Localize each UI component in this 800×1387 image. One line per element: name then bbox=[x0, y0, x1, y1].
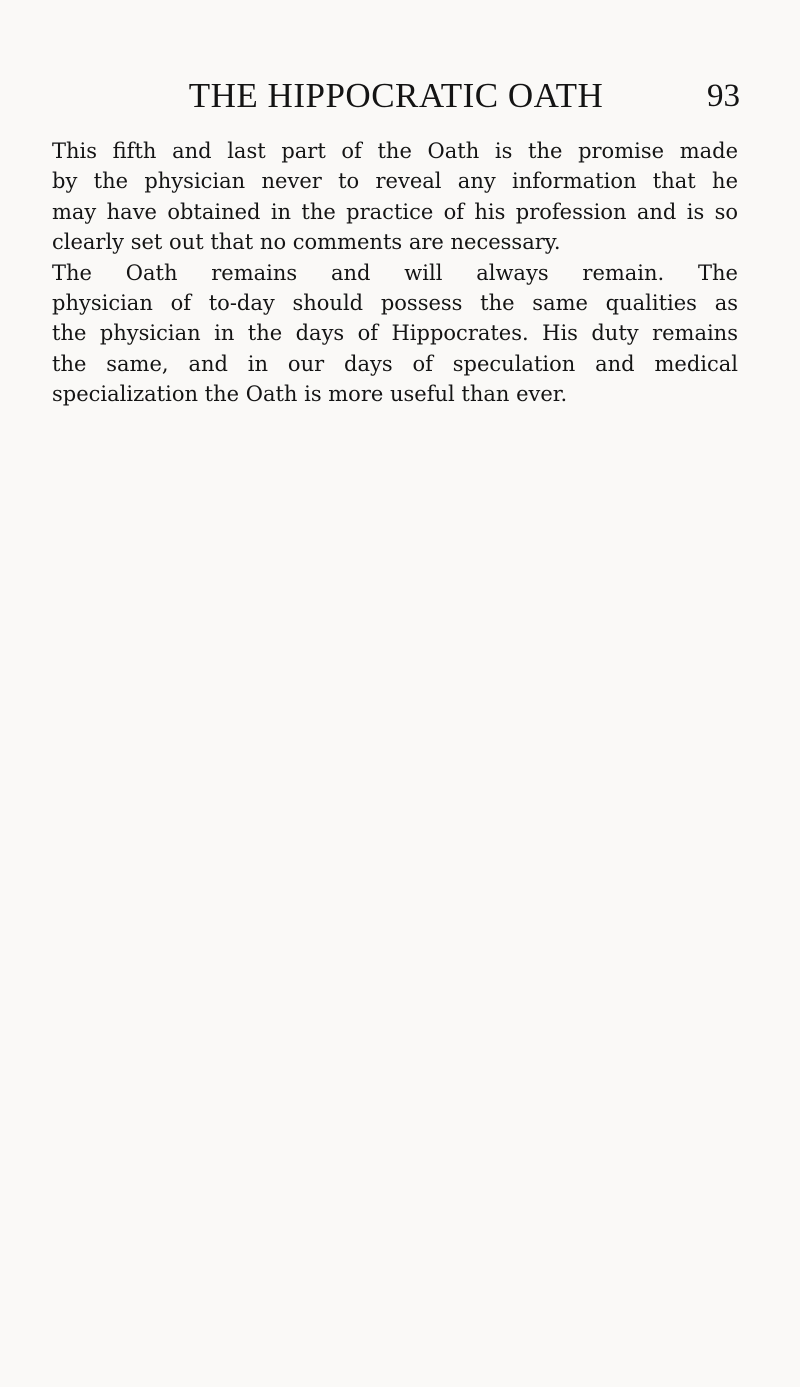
text-line: physician of to-day should possess the same qualities as bbox=[52, 291, 738, 316]
text-line: clearly set out that no comments are necessary. bbox=[52, 230, 561, 255]
text-line: may have obtained in the practice of his profession and is so bbox=[52, 199, 738, 224]
text-line: the physician in the days of Hippocrates. His duty remains bbox=[52, 321, 738, 346]
body-text bbox=[52, 136, 738, 410]
text-line: by the physician never to reveal any information that he bbox=[52, 169, 738, 194]
text-line: The Oath remains and will always remain. The bbox=[52, 260, 738, 285]
text-line: This fifth and last part of the Oath is the promise made bbox=[52, 139, 738, 163]
page-number: 93 bbox=[707, 78, 740, 114]
text-line: specialization the Oath is more useful than ever. bbox=[52, 382, 568, 407]
running-head bbox=[54, 74, 738, 118]
text-line: the same, and in our days of speculation and medical bbox=[52, 351, 738, 376]
running-title: THE HIPPOCRATIC OATH bbox=[188, 76, 604, 115]
